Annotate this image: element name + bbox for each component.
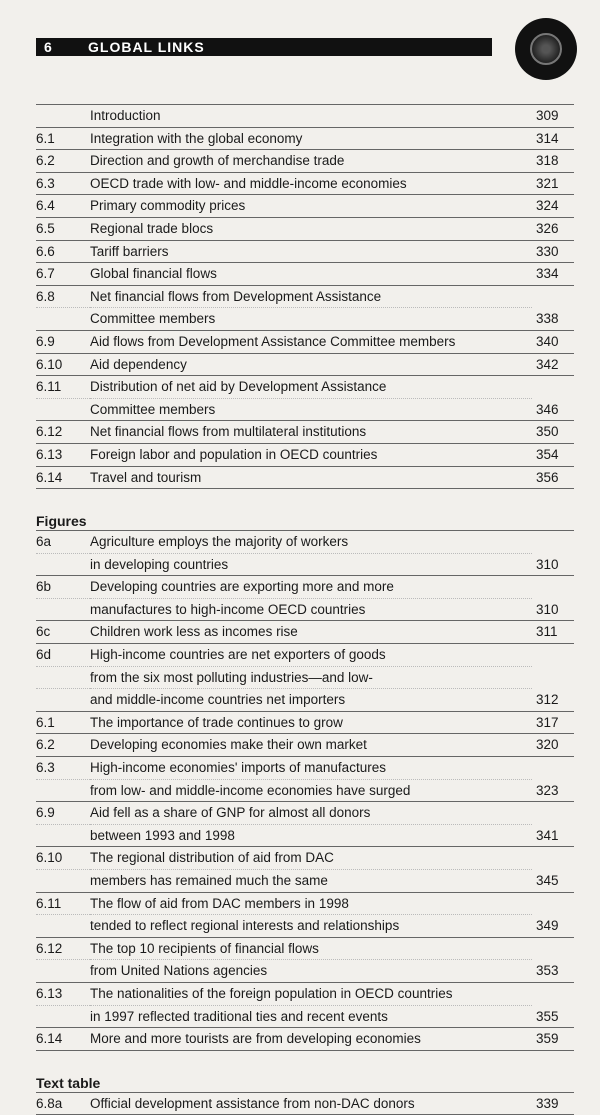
toc-entry: [36, 150, 574, 173]
toc-entry: [36, 667, 574, 690]
entry-page-number: 317: [532, 712, 574, 735]
entry-page-number: [532, 757, 574, 780]
entry-page-number: [532, 376, 574, 399]
entry-number: [36, 915, 90, 938]
entry-page-number: 346: [532, 399, 574, 422]
entry-title: Net financial flows from Development Assistance: [90, 286, 532, 309]
entry-number: 6.10: [36, 354, 90, 377]
entry-page-number: 355: [532, 1006, 574, 1029]
toc-entry: [36, 128, 574, 151]
entry-title: Primary commodity prices: [90, 195, 532, 218]
toc-entry: [36, 621, 574, 644]
entry-title: Developing economies make their own market: [90, 734, 532, 757]
entry-page-number: 311: [532, 621, 574, 644]
toc-entry: [36, 195, 574, 218]
table-of-contents: [36, 104, 574, 1115]
entry-page-number: 321: [532, 173, 574, 196]
entry-number: 6.11: [36, 893, 90, 916]
toc-entry: [36, 599, 574, 622]
toc-entry: [36, 376, 574, 399]
entry-number: [36, 667, 90, 690]
entry-number: [36, 399, 90, 422]
entry-title: The regional distribution of aid from DAC: [90, 847, 532, 870]
entry-number: 6.3: [36, 173, 90, 196]
toc-entry: [36, 173, 574, 196]
entry-page-number: 350: [532, 421, 574, 444]
toc-entry: [36, 399, 574, 422]
toc-entry: [36, 893, 574, 916]
entry-title: Agriculture employs the majority of workers: [90, 531, 532, 554]
entry-title: Distribution of net aid by Development Assistance: [90, 376, 532, 399]
entry-number: [36, 870, 90, 893]
entry-title: in developing countries: [90, 554, 532, 577]
toc-entry: [36, 960, 574, 983]
entry-number: 6d: [36, 644, 90, 667]
entry-page-number: 310: [532, 554, 574, 577]
toc-entry: [36, 576, 574, 599]
entry-number: 6.11: [36, 376, 90, 399]
entry-page-number: [532, 802, 574, 825]
entry-title: from low- and middle-income economies have surged: [90, 780, 532, 803]
entry-title: The nationalities of the foreign population in OECD countries: [90, 983, 532, 1006]
toc-entry: [36, 308, 574, 331]
entry-title: Direction and growth of merchandise trade: [90, 150, 532, 173]
toc-entry: [36, 354, 574, 377]
toc-entry: [36, 467, 574, 490]
entry-title: Committee members: [90, 399, 532, 422]
entry-number: 6.12: [36, 421, 90, 444]
entry-page-number: 318: [532, 150, 574, 173]
chapter-title: GLOBAL LINKS: [88, 39, 205, 55]
toc-entry: [36, 644, 574, 667]
toc-entry: [36, 802, 574, 825]
toc-entry: [36, 263, 574, 286]
entry-title: Developing countries are exporting more and more: [90, 576, 532, 599]
entry-page-number: [532, 531, 574, 554]
entry-page-number: [532, 938, 574, 961]
entry-page-number: 310: [532, 599, 574, 622]
entry-title: More and more tourists are from developing economies: [90, 1028, 532, 1051]
entry-title: High-income economies' imports of manufactures: [90, 757, 532, 780]
entry-page-number: 341: [532, 825, 574, 848]
toc-entry: [36, 870, 574, 893]
entry-title: The top 10 recipients of financial flows: [90, 938, 532, 961]
toc-entry: [36, 1006, 574, 1029]
entry-title: Committee members: [90, 308, 532, 331]
toc-entry: [36, 105, 574, 128]
entry-page-number: 356: [532, 467, 574, 490]
entry-number: 6.14: [36, 467, 90, 490]
entry-page-number: 314: [532, 128, 574, 151]
globe-badge-icon: [515, 18, 577, 80]
entry-number: 6.9: [36, 331, 90, 354]
entry-title: Official development assistance from non-DAC donors: [90, 1093, 532, 1115]
entry-title: Regional trade blocs: [90, 218, 532, 241]
entry-number: [36, 599, 90, 622]
entry-page-number: [532, 983, 574, 1006]
toc-entry: [36, 734, 574, 757]
toc-entry: [36, 421, 574, 444]
entry-page-number: 323: [532, 780, 574, 803]
entry-title: from United Nations agencies: [90, 960, 532, 983]
entry-number: 6.9: [36, 802, 90, 825]
entry-number: [36, 825, 90, 848]
entry-number: [36, 308, 90, 331]
entry-page-number: [532, 847, 574, 870]
entry-title: Foreign labor and population in OECD countries: [90, 444, 532, 467]
entry-page-number: 326: [532, 218, 574, 241]
toc-entry: [36, 689, 574, 712]
figures-heading: Figures: [36, 512, 574, 531]
entry-number: 6.13: [36, 983, 90, 1006]
entry-number: [36, 960, 90, 983]
entry-page-number: 312: [532, 689, 574, 712]
entry-number: [36, 780, 90, 803]
entry-number: 6.10: [36, 847, 90, 870]
entry-title: members has remained much the same: [90, 870, 532, 893]
entry-page-number: 339: [532, 1093, 574, 1115]
entry-page-number: 338: [532, 308, 574, 331]
entry-page-number: 320: [532, 734, 574, 757]
toc-entry: [36, 825, 574, 848]
entry-title: Introduction: [90, 105, 532, 128]
toc-entry: [36, 554, 574, 577]
toc-entry: [36, 938, 574, 961]
chapter-header-bar: [36, 38, 492, 56]
tables-list: [36, 105, 574, 489]
entry-page-number: [532, 576, 574, 599]
entry-page-number: 330: [532, 241, 574, 264]
toc-entry: [36, 915, 574, 938]
entry-page-number: 359: [532, 1028, 574, 1051]
entry-page-number: [532, 667, 574, 690]
entry-page-number: 309: [532, 105, 574, 128]
entry-title: and middle-income countries net importers: [90, 689, 532, 712]
entry-page-number: 340: [532, 331, 574, 354]
entry-number: 6.8a: [36, 1093, 90, 1115]
entry-number: 6.8: [36, 286, 90, 309]
toc-entry: [36, 286, 574, 309]
entry-number: 6.13: [36, 444, 90, 467]
entry-title: in 1997 reflected traditional ties and recent events: [90, 1006, 532, 1029]
entry-title: Aid fell as a share of GNP for almost all donors: [90, 802, 532, 825]
entry-number: 6.3: [36, 757, 90, 780]
entry-title: between 1993 and 1998: [90, 825, 532, 848]
text-table-heading: Text table: [36, 1074, 574, 1093]
figures-list: [36, 531, 574, 1051]
entry-title: Global financial flows: [90, 263, 532, 286]
entry-number: 6.1: [36, 128, 90, 151]
entry-title: High-income countries are net exporters of goods: [90, 644, 532, 667]
entry-title: OECD trade with low- and middle-income economies: [90, 173, 532, 196]
entry-page-number: 342: [532, 354, 574, 377]
entry-number: 6.5: [36, 218, 90, 241]
toc-entry: [36, 1028, 574, 1051]
entry-title: The importance of trade continues to grow: [90, 712, 532, 735]
toc-entry: [36, 712, 574, 735]
entry-number: 6.4: [36, 195, 90, 218]
entry-number: [36, 554, 90, 577]
toc-entry: [36, 757, 574, 780]
entry-number: [36, 689, 90, 712]
entry-page-number: 334: [532, 263, 574, 286]
entry-page-number: 345: [532, 870, 574, 893]
entry-page-number: 349: [532, 915, 574, 938]
entry-title: tended to reflect regional interests and relationships: [90, 915, 532, 938]
toc-entry: [36, 847, 574, 870]
entry-title: Net financial flows from multilateral institutions: [90, 421, 532, 444]
toc-entry: [36, 331, 574, 354]
toc-entry: [36, 983, 574, 1006]
entry-page-number: [532, 893, 574, 916]
entry-page-number: [532, 644, 574, 667]
entry-number: 6c: [36, 621, 90, 644]
entry-number: 6b: [36, 576, 90, 599]
entry-page-number: 353: [532, 960, 574, 983]
toc-entry: [36, 531, 574, 554]
toc-entry: [36, 444, 574, 467]
entry-title: Children work less as incomes rise: [90, 621, 532, 644]
toc-entry: [36, 780, 574, 803]
entry-title: Travel and tourism: [90, 467, 532, 490]
entry-title: Tariff barriers: [90, 241, 532, 264]
entry-number: 6a: [36, 531, 90, 554]
entry-title: from the six most polluting industries—and low-: [90, 667, 532, 690]
toc-entry: [36, 241, 574, 264]
entry-number: 6.14: [36, 1028, 90, 1051]
entry-number: 6.6: [36, 241, 90, 264]
entry-number: [36, 105, 90, 128]
entry-number: 6.12: [36, 938, 90, 961]
entry-number: 6.7: [36, 263, 90, 286]
entry-number: 6.1: [36, 712, 90, 735]
entry-page-number: 324: [532, 195, 574, 218]
entry-number: [36, 1006, 90, 1029]
entry-title: The flow of aid from DAC members in 1998: [90, 893, 532, 916]
entry-title: Integration with the global economy: [90, 128, 532, 151]
chapter-number: 6: [44, 39, 53, 55]
entry-page-number: [532, 286, 574, 309]
toc-entry: [36, 218, 574, 241]
entry-number: 6.2: [36, 734, 90, 757]
entry-page-number: 354: [532, 444, 574, 467]
entry-title: Aid dependency: [90, 354, 532, 377]
entry-title: Aid flows from Development Assistance Committee members: [90, 331, 532, 354]
entry-title: manufactures to high-income OECD countries: [90, 599, 532, 622]
entry-number: 6.2: [36, 150, 90, 173]
